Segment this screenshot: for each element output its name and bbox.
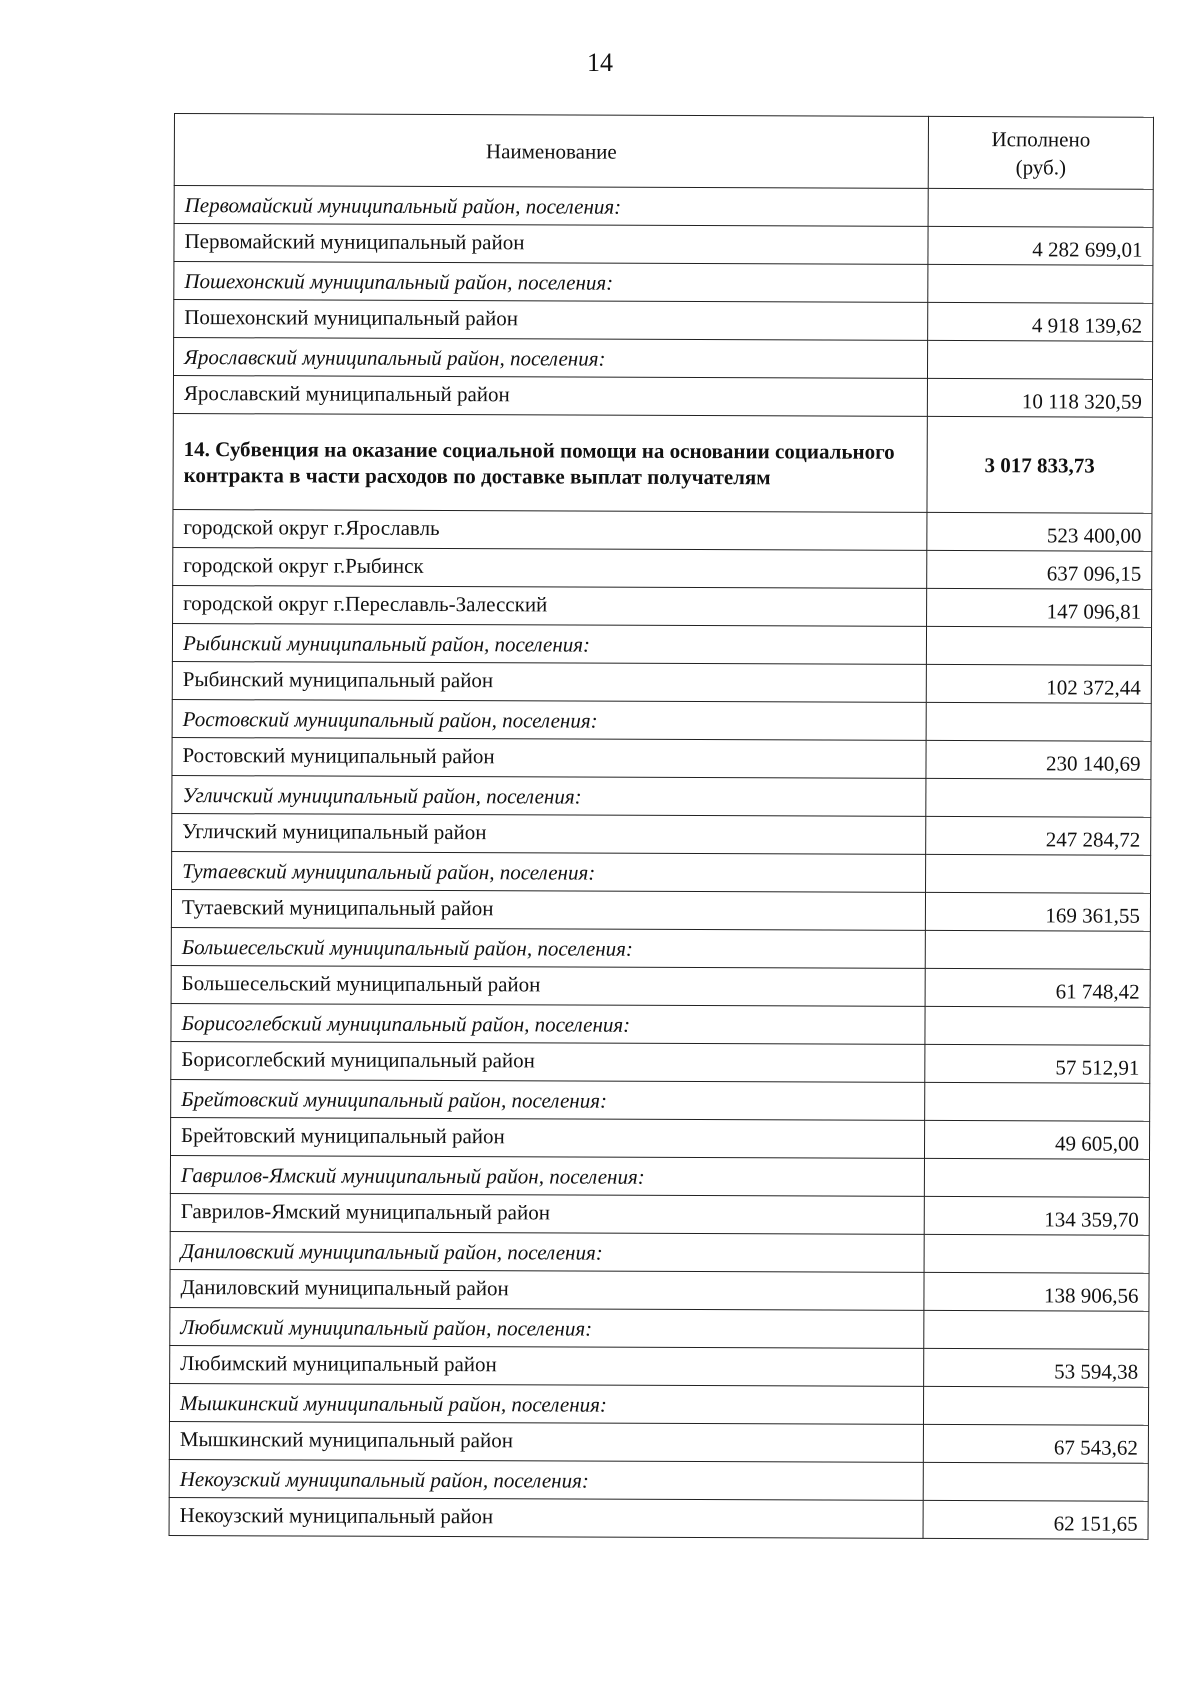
row-name-cell: Любимский муниципальный район, поселения: bbox=[170, 1307, 924, 1348]
row-name-cell: Любимский муниципальный район bbox=[170, 1345, 924, 1386]
row-amount-cell: 147 096,81 bbox=[927, 588, 1152, 627]
row-amount-cell bbox=[928, 264, 1153, 303]
group-heading-row bbox=[173, 338, 1152, 380]
row-name-cell: Пошехонский муниципальный район bbox=[174, 300, 928, 341]
group-heading-row bbox=[172, 699, 1151, 741]
table-row bbox=[172, 661, 1151, 703]
table-row bbox=[173, 509, 1152, 551]
table-header-row bbox=[174, 114, 1153, 190]
row-amount-cell bbox=[926, 626, 1151, 665]
row-name-cell: Мышкинский муниципальный район bbox=[169, 1421, 923, 1462]
row-name-cell: Ярославский муниципальный район, поселения: bbox=[173, 338, 927, 379]
row-amount-cell: 61 748,42 bbox=[925, 968, 1150, 1007]
group-heading-row bbox=[169, 1459, 1148, 1501]
table-row bbox=[173, 376, 1152, 418]
row-amount-cell bbox=[923, 1462, 1148, 1501]
row-amount-cell: 4 282 699,01 bbox=[928, 226, 1153, 265]
header-amount-cell bbox=[928, 116, 1153, 189]
row-name-cell: Гаврилов-Ямский муниципальный район bbox=[170, 1193, 924, 1234]
row-amount-cell: 57 512,91 bbox=[925, 1044, 1150, 1083]
row-name-cell: городской округ г.Рыбинск bbox=[173, 547, 927, 588]
row-name-cell: Борисоглебский муниципальный район bbox=[171, 1041, 925, 1082]
header-amount-unit: (руб.) bbox=[1015, 154, 1067, 179]
group-heading-row bbox=[172, 775, 1151, 817]
row-name-cell: Первомайский муниципальный район bbox=[174, 224, 928, 265]
group-heading-row bbox=[170, 1307, 1149, 1349]
row-name-cell: Первомайский муниципальный район, поселения: bbox=[174, 186, 928, 227]
row-name-cell: Ростовский муниципальный район, поселения: bbox=[172, 699, 926, 740]
group-heading-row bbox=[169, 1383, 1148, 1425]
group-heading-row bbox=[174, 186, 1153, 228]
row-amount-cell bbox=[926, 778, 1151, 817]
row-amount-cell bbox=[927, 340, 1152, 379]
row-name-cell: Даниловский муниципальный район bbox=[170, 1269, 924, 1310]
table-body bbox=[169, 114, 1153, 1540]
row-amount-cell: 247 284,72 bbox=[926, 816, 1151, 855]
row-amount-cell: 67 543,62 bbox=[923, 1424, 1148, 1463]
table-row bbox=[169, 1497, 1148, 1539]
row-amount-cell bbox=[926, 702, 1151, 741]
group-heading-row bbox=[171, 1079, 1150, 1121]
row-amount-cell: 102 372,44 bbox=[926, 664, 1151, 703]
row-amount-cell: 10 118 320,59 bbox=[927, 378, 1152, 417]
row-name-cell: городской округ г.Переславль-Залесский bbox=[173, 585, 927, 626]
table-row bbox=[170, 1117, 1149, 1159]
row-amount-cell: 49 605,00 bbox=[924, 1120, 1149, 1159]
section-total-row bbox=[173, 413, 1152, 513]
group-heading-row bbox=[171, 1003, 1150, 1045]
table-row bbox=[172, 737, 1151, 779]
row-name-cell: Большесельский муниципальный район bbox=[171, 965, 925, 1006]
row-name-cell: Некоузский муниципальный район bbox=[169, 1497, 923, 1538]
group-heading-row bbox=[172, 851, 1151, 893]
table-row bbox=[170, 1345, 1149, 1387]
row-name-cell: Рыбинский муниципальный район bbox=[172, 661, 926, 702]
table-row bbox=[171, 965, 1150, 1007]
table-row bbox=[173, 585, 1152, 627]
group-heading-row bbox=[170, 1155, 1149, 1197]
table-row bbox=[170, 1193, 1149, 1235]
row-amount-cell: 523 400,00 bbox=[927, 512, 1152, 551]
row-amount-cell bbox=[925, 1082, 1150, 1121]
row-amount-cell bbox=[928, 188, 1153, 227]
row-name-cell: Некоузский муниципальный район, поселения: bbox=[169, 1459, 923, 1500]
row-amount-cell: 62 151,65 bbox=[923, 1500, 1148, 1539]
row-amount-cell: 138 906,56 bbox=[924, 1272, 1149, 1311]
page-number: 14 bbox=[587, 48, 613, 77]
row-amount-cell bbox=[924, 1310, 1149, 1349]
group-heading-row bbox=[172, 623, 1151, 665]
row-amount-cell bbox=[925, 930, 1150, 969]
row-amount-cell bbox=[924, 1158, 1149, 1197]
group-heading-row bbox=[174, 262, 1153, 304]
row-amount-cell: 4 918 139,62 bbox=[928, 302, 1153, 341]
row-amount-cell: 169 361,55 bbox=[925, 892, 1150, 931]
header-amount-label: Исполнено bbox=[991, 126, 1091, 152]
row-name-cell: Брейтовский муниципальный район, поселения: bbox=[171, 1079, 925, 1120]
row-name-cell: Мышкинский муниципальный район, поселения: bbox=[169, 1383, 923, 1424]
table-row bbox=[172, 813, 1151, 855]
table-row bbox=[169, 1421, 1148, 1463]
row-amount-cell: 230 140,69 bbox=[926, 740, 1151, 779]
row-name-cell: Даниловский муниципальный район, поселения: bbox=[170, 1231, 924, 1272]
row-amount-cell bbox=[923, 1386, 1148, 1425]
row-amount-cell: 134 359,70 bbox=[924, 1196, 1149, 1235]
row-name-cell: Брейтовский муниципальный район bbox=[170, 1117, 924, 1158]
table-row bbox=[171, 1041, 1150, 1083]
row-name-cell: Гаврилов-Ямский муниципальный район, поселения: bbox=[170, 1155, 924, 1196]
row-name-cell: Пошехонский муниципальный район, поселения: bbox=[174, 262, 928, 303]
row-name-cell: Угличский муниципальный район bbox=[172, 813, 926, 854]
table-row bbox=[174, 224, 1153, 266]
row-name-cell: 14. Субвенция на оказание социальной помощи на основании социального контракта в части расходов по доставке выплат получателям bbox=[173, 413, 927, 512]
group-heading-row bbox=[170, 1231, 1149, 1273]
table-row bbox=[174, 300, 1153, 342]
row-name-cell: городской округ г.Ярославль bbox=[173, 509, 927, 550]
row-amount-cell bbox=[926, 854, 1151, 893]
row-amount-cell bbox=[924, 1234, 1149, 1273]
row-name-cell: Большесельский муниципальный район, поселения: bbox=[171, 927, 925, 968]
row-name-cell: Угличский муниципальный район, поселения: bbox=[172, 775, 926, 816]
group-heading-row bbox=[171, 927, 1150, 969]
row-amount-cell: 637 096,15 bbox=[927, 550, 1152, 589]
row-name-cell: Тутаевский муниципальный район bbox=[171, 889, 925, 930]
row-amount-cell: 53 594,38 bbox=[924, 1348, 1149, 1387]
row-name-cell: Ярославский муниципальный район bbox=[173, 376, 927, 417]
budget-execution-table bbox=[169, 113, 1154, 1540]
row-name-cell: Борисоглебский муниципальный район, поселения: bbox=[171, 1003, 925, 1044]
row-name-cell: Ростовский муниципальный район bbox=[172, 737, 926, 778]
row-name-cell: Тутаевский муниципальный район, поселения: bbox=[172, 851, 926, 892]
row-amount-cell: 3 017 833,73 bbox=[927, 416, 1152, 513]
row-name-cell: Рыбинский муниципальный район, поселения: bbox=[172, 623, 926, 664]
header-name-cell: Наименование bbox=[174, 114, 928, 189]
table-row bbox=[171, 889, 1150, 931]
table-row bbox=[173, 547, 1152, 589]
table-row bbox=[170, 1269, 1149, 1311]
row-amount-cell bbox=[925, 1006, 1150, 1045]
